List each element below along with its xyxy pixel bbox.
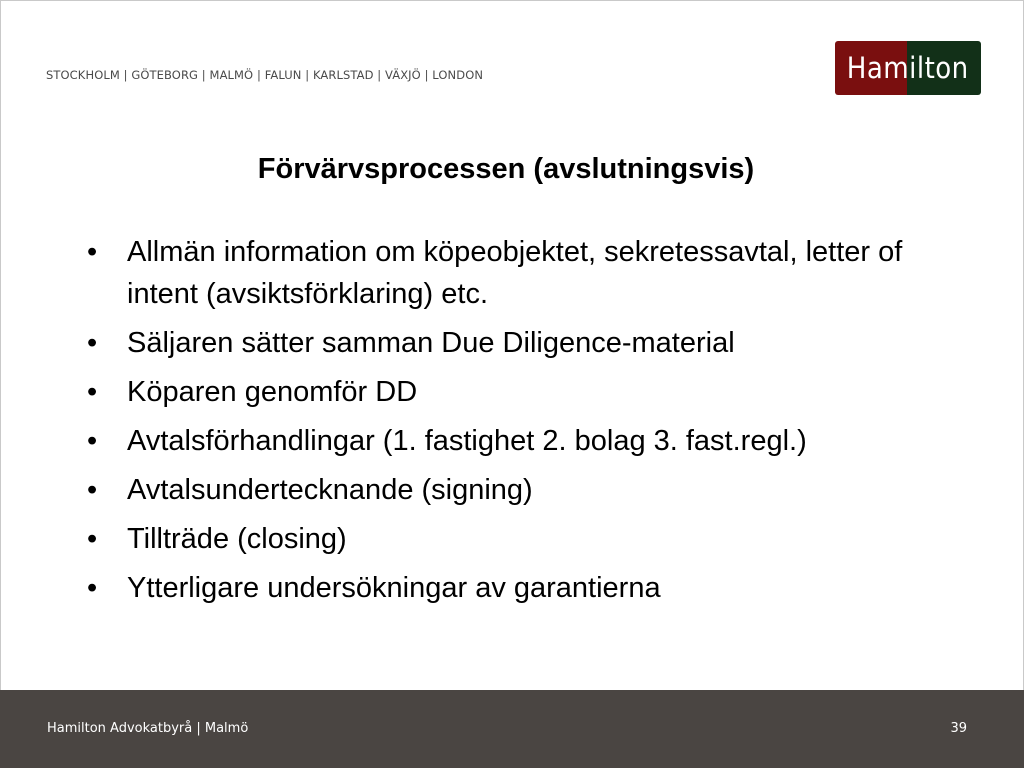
bullet-dot-icon: • xyxy=(87,474,98,506)
bullet-text: Avtalsförhandlingar (1. fastighet 2. bolag 3. fast.regl.) xyxy=(127,425,807,457)
bullet-item xyxy=(87,567,967,609)
bullet-text: Allmän information om köpeobjektet, sekretessavtal, letter of intent (avsiktsförklaring) etc. xyxy=(127,236,903,310)
bullet-item xyxy=(87,469,967,511)
logo-text: Hamilton xyxy=(847,50,969,85)
bullet-item xyxy=(87,322,967,364)
bullet-dot-icon: • xyxy=(87,236,98,268)
office-cities-header: STOCKHOLM | GÖTEBORG | MALMÖ | FALUN | KARLSTAD | VÄXJÖ | LONDON xyxy=(46,68,484,82)
bullet-dot-icon: • xyxy=(87,327,98,359)
bullet-text: Säljaren sätter samman Due Diligence-material xyxy=(127,327,735,359)
bullet-dot-icon: • xyxy=(87,523,98,555)
bullet-item xyxy=(87,231,967,315)
footer-firm-name: Hamilton Advokatbyrå | Malmö xyxy=(47,721,249,736)
bullet-text: Köparen genomför DD xyxy=(127,376,418,408)
bullet-dot-icon: • xyxy=(87,376,98,408)
hamilton-logo xyxy=(835,41,981,95)
bullet-text: Avtalsundertecknande (signing) xyxy=(127,474,533,506)
bullet-item xyxy=(87,371,967,413)
bullet-dot-icon: • xyxy=(87,572,98,604)
bullet-item xyxy=(87,518,967,560)
bullet-dot-icon: • xyxy=(87,425,98,457)
bullet-text: Ytterligare undersökningar av garantierna xyxy=(127,572,661,604)
bullet-text: Tillträde (closing) xyxy=(127,523,347,555)
slide-title: Förvärvsprocessen (avslutningsvis) xyxy=(257,153,755,185)
bullet-list xyxy=(87,231,967,616)
page-number: 39 xyxy=(950,721,967,736)
footer-bar xyxy=(0,690,1024,768)
bullet-item xyxy=(87,420,967,462)
